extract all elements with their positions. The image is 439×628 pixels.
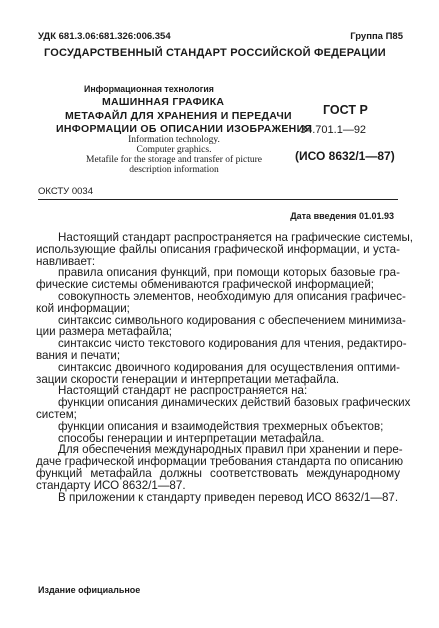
body-line: совокупность элементов, необходимую для описания графичес- xyxy=(58,289,406,303)
iso-reference: (ИСО 8632/1—87) xyxy=(295,149,395,163)
body-line: навливает: xyxy=(36,254,96,268)
official-edition-label: Издание официальное xyxy=(38,585,141,595)
title-line: МЕТАФАЙЛ ДЛЯ ХРАНЕНИЯ И ПЕРЕДАЧИ xyxy=(65,110,292,122)
divider-line xyxy=(38,199,398,200)
standard-title: ГОСУДАРСТВЕННЫЙ СТАНДАРТ РОССИЙСКОЙ ФЕДЕРАЦИИ xyxy=(44,47,386,59)
body-line: ции размера метафайла; xyxy=(36,325,172,339)
english-title-line: Computer graphics. xyxy=(136,145,212,155)
english-title-line: Metafile for the storage and transfer of picture xyxy=(86,155,262,165)
body-line: способы генерации и интерпретации метафайла. xyxy=(58,431,325,445)
okstu-code: ОКСТУ 0034 xyxy=(38,186,93,197)
english-title-line: Information technology. xyxy=(128,135,220,145)
english-title-line: description information xyxy=(129,165,219,175)
body-line: Настоящий стандарт не распространяется на: xyxy=(58,384,308,398)
body-line: В приложении к стандарту приведен перевод ИСО 8632/1—87. xyxy=(58,490,399,504)
body-line: кой информации; xyxy=(36,301,130,315)
body-line: вания и печати; xyxy=(36,348,121,362)
body-text xyxy=(36,231,414,504)
gost-label: ГОСТ Р xyxy=(323,103,368,117)
body-line: синтаксис двоичного кодирования для осуществления оптими- xyxy=(58,360,400,374)
body-line: функций метафайла должны соответствовать международному xyxy=(36,466,400,480)
body-line: Для обеспечения международных правил при хранении и пере- xyxy=(58,443,403,457)
body-line: правила описания функций, при помощи которых базовые гра- xyxy=(58,266,400,280)
body-line: синтаксис чисто текстового кодирования для чтения, редактиро- xyxy=(58,337,407,351)
body-line: стандарту ИСО 8632/1—87. xyxy=(36,478,186,492)
body-line: фические системы обмениваются графической информацией; xyxy=(36,278,375,292)
title-line: МАШИННАЯ ГРАФИКА xyxy=(102,96,225,108)
effective-date: Дата введения 01.01.93 xyxy=(290,211,394,221)
title-line: ИНФОРМАЦИИ ОБ ОПИСАНИИ ИЗОБРАЖЕНИЯ xyxy=(56,123,313,135)
body-line: систем; xyxy=(36,407,77,421)
group-code: Группа П85 xyxy=(350,31,403,42)
body-line: зации скорости генерации и интерпретации метафайла. xyxy=(36,372,340,386)
body-line: Настоящий стандарт распространяется на графические системы, xyxy=(58,231,414,244)
body-line: функции описания динамических действий базовых графических xyxy=(58,396,411,410)
body-line: синтаксис символьного кодирования с обеспечением минимиза- xyxy=(58,313,406,327)
udc-code: УДК 681.3.06:681.326:006.354 xyxy=(38,31,171,42)
body-line: даче графической информации требования стандарта по описанию xyxy=(36,455,404,469)
body-line: функции описания и взаимодействия трехмерных объектов; xyxy=(58,419,384,433)
body-line: использующие файлы описания графической информации, и уста- xyxy=(36,242,400,256)
topic-label: Информационная технология xyxy=(84,84,214,94)
gost-number: 34.701.1—92 xyxy=(300,124,367,136)
